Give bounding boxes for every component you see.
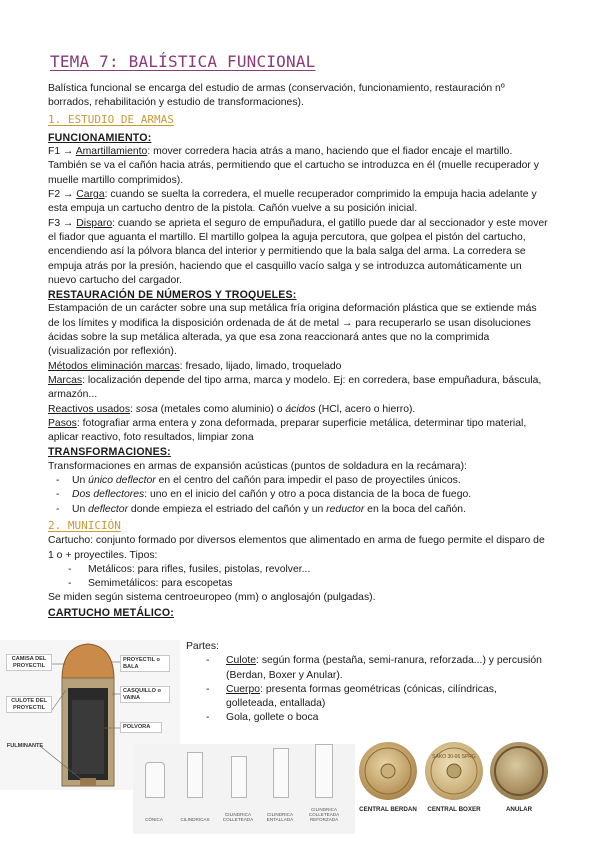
transformaciones-list	[48, 474, 548, 517]
f1-paragraph: F1 → Amartillamiento: mover corredera hacia atrás a mano, haciendo que el fiador encaje el martillo. También se va el cañón hacia atrás, permitiendo que el cartucho se introduzca en él (muelle recuperador y muelle martillo comprimidos).	[48, 146, 539, 186]
label-central-boxer: CENTRAL BOXER	[427, 806, 481, 813]
list-item: - Dos deflectores: uno en el inicio del cañón y otro a poca distancia de la boca de fuego.	[48, 488, 548, 502]
label-proyectil: PROYECTIL o BALA	[120, 655, 170, 672]
list-item: - Metálicos: para rifles, fusiles, pistolas, revolver...	[48, 563, 548, 577]
case-shapes-figure	[133, 744, 355, 834]
list-item: - Semimetálicos: para escopetas	[48, 577, 548, 591]
marcas-line: Marcas: localización depende del tipo arma, marca y modelo. Ej: en corredera, base empuñadura, báscula, armazón...	[48, 374, 542, 401]
label-fulminante: FULMINANTE	[6, 743, 44, 749]
shape-cilindrica-entallada	[273, 748, 289, 798]
sistemas-line: Se miden según sistema centroeuropeo (mm) o anglosajón (pulgadas).	[48, 592, 376, 604]
boxer-headstamp-image	[425, 742, 483, 800]
list-item: - Cuerpo: presenta formas geométricas (cónicas, cilíndricas, golleteada, entallada)	[186, 683, 546, 712]
heading-funcionamiento: FUNCIONAMIENTO:	[48, 131, 152, 144]
tipos-list	[48, 563, 548, 592]
term-disparo: Disparo	[76, 217, 113, 229]
term-carga: Carga	[76, 189, 105, 201]
intro-block	[48, 82, 548, 620]
shape-cilindrica	[187, 752, 203, 798]
list-item: - Gola, gollete o boca	[186, 711, 546, 725]
list-item: - Culote: según forma (pestaña, semi-ranura, reforzada...) y percusión (Berdan, Boxer y Anular).	[186, 654, 546, 683]
heading-restauracion: RESTAURACIÓN DE NÚMEROS Y TROQUELES:	[48, 289, 297, 302]
photo-central-berdan	[359, 742, 417, 800]
anular-headstamp-image	[490, 742, 548, 800]
reactivos-line: Reactivos usados: sosa (metales como aluminio) o ácidos (HCl, acero o hierro).	[48, 403, 416, 415]
label-culote: CULOTE DEL PROYECTIL	[6, 696, 52, 713]
section-heading-estudio: 1. ESTUDIO DE ARMAS	[48, 112, 174, 126]
shape-label: CÓNICA	[145, 817, 163, 822]
list-item: - Un único deflector en el centro del cañón para impedir el paso de proyectiles únicos.	[48, 474, 548, 488]
headstamp-text: SAKO 30-06 SPRG	[432, 754, 476, 760]
label-casquillo: CASQUILLO o VAINA	[120, 686, 170, 703]
pasos-line: Pasos: fotografiar arma entera y zona deformada, preparar superficie metálica, determinar tipo material, aplicar reactivo, foto resultados, limpiar zona	[48, 417, 527, 444]
municion-paragraph: Cartucho: conjunto formado por diversos elementos que alimentado en arma de fuego permite el disparo de 1 o + proyectiles. Tipos:	[48, 535, 545, 561]
berdan-headstamp-image	[359, 742, 417, 800]
shape-label: CILINDRICA COLLETEADA	[222, 812, 254, 822]
heading-cartucho-metalico: CARTUCHO METÁLICO:	[48, 606, 175, 619]
f3-paragraph: F3 → Disparo: cuando se aprieta el seguro de empuñadura, el gatillo puede dar al seccionador y este mover el fiador que aguanta el martillo. El martillo golpea la aguja percutora, que golpea el pistón del cartucho, encendiendo así la pólvora blanca del interior y permitiendo que la bala salga del arma. La corredera se empuja atrás por la presión, haciendo que el casquillo vacío salga y se introduzca automáticamente un nuevo cartucho del cargador.	[48, 217, 548, 286]
transformaciones-paragraph: Transformaciones en armas de expansión acústicas (puntos de soldadura en la recámara):	[48, 460, 467, 472]
shape-label: CILINDRICA COLLETEADA REFORZADA	[308, 807, 340, 822]
restauracion-paragraph: Estampación de un carácter sobre una sup metálica fría origina deformación plástica que se extiende más de los límites y modifica la disposición ordenada de át de metal → para recuperarlo se usan disoluciones ácidas sobre la sup metálica alterada, ya que esa zona reaccionará antes que no la comprimida (visualización por reflexión).	[48, 303, 537, 358]
photo-anular	[490, 742, 548, 800]
list-item: - Un deflector donde empieza el estriado del cañón y un reductor en la boca del cañón.	[48, 503, 548, 517]
photo-central-boxer	[425, 742, 483, 800]
section-heading-municion: 2. MUNICIÓN	[48, 518, 121, 532]
partes-label: Partes:	[186, 641, 219, 652]
shape-cilindrica-colleteada	[231, 756, 247, 798]
heading-transformaciones: TRANSFORMACIONES:	[48, 446, 171, 459]
label-camisa: CAMISA DEL PROYECTIL	[6, 654, 52, 671]
label-central-berdan: CENTRAL BERDAN	[359, 806, 417, 813]
metodos-line: Métodos eliminación marcas: fresado, lijado, limado, troquelado	[48, 360, 342, 372]
shape-label: CILINDRICAS	[180, 817, 210, 822]
intro-paragraph: Balística funcional se encarga del estudio de armas (conservación, funcionamiento, restauración nº borrados, rehabilitación y estudio de transformaciones).	[48, 83, 505, 109]
shape-label: CILINDRICA ENTALLADA	[266, 812, 294, 822]
f2-paragraph: F2 → Carga: cuando se suelta la corredera, el muelle recuperador comprimido la empuja hacia adelante y esta empuja un cartucho dentro de la pistola. Cañón vuelve a su posición inicial.	[48, 189, 537, 215]
label-polvora: POLVORA	[120, 722, 162, 733]
label-anular: ANULAR	[505, 806, 533, 813]
page-title: TEMA 7: BALÍSTICA FUNCIONAL	[50, 52, 316, 71]
shape-cilindrica-colleteada-reforzada	[315, 744, 333, 798]
term-amartillamiento: Amartillamiento	[75, 146, 148, 158]
partes-block	[186, 640, 546, 726]
shape-conica	[145, 762, 165, 798]
